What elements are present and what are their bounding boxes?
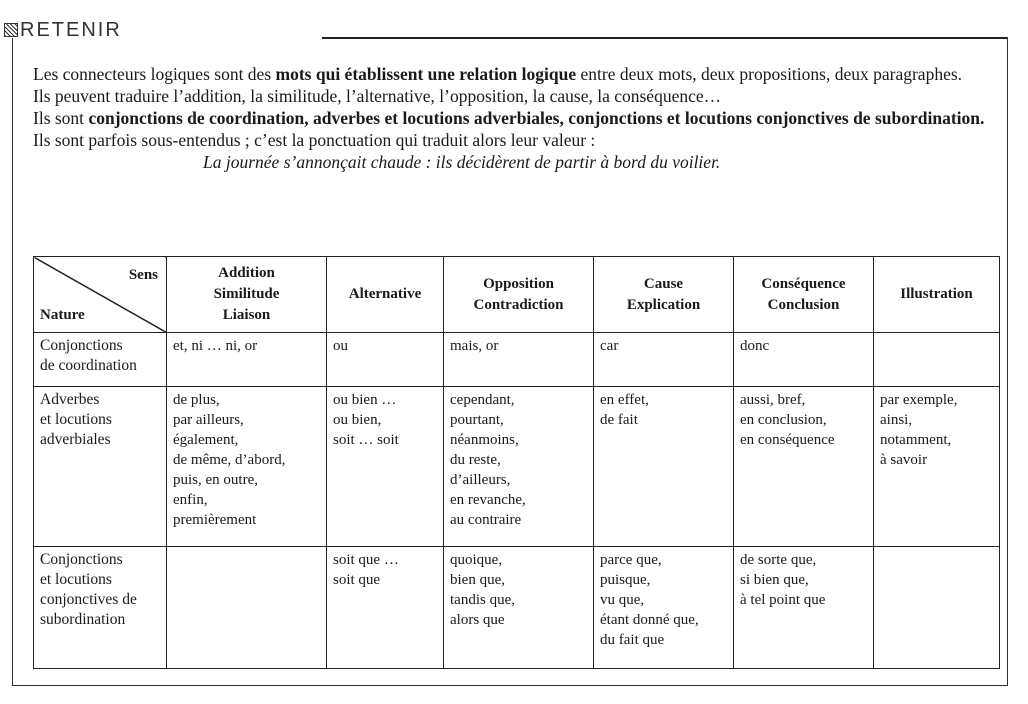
intro-paragraph-1 [33, 63, 997, 85]
table-cell [167, 333, 327, 387]
table-cell [734, 387, 874, 547]
cell-text: tandis que, [450, 592, 515, 608]
cell-text: néanmoins, [450, 432, 519, 448]
cell-text: de fait [600, 412, 638, 428]
cell-text: d’ailleurs, [450, 472, 511, 488]
column-header [167, 257, 327, 333]
cell-text: notamment, [880, 432, 952, 448]
table-cell [874, 387, 1000, 547]
cell-text: en conséquence [740, 432, 835, 448]
nature-label: Nature [40, 307, 85, 323]
table-row [34, 333, 1000, 387]
intro-p1-end: entre deux mots, deux propositions, deux paragraphes. [576, 64, 963, 84]
intro-text [33, 63, 997, 173]
header-row [34, 257, 1000, 333]
connectors-table [33, 256, 1000, 669]
table-row [34, 547, 1000, 669]
table-cell [444, 547, 594, 669]
table-row [34, 387, 1000, 547]
table-cell [444, 387, 594, 547]
table-cell [327, 333, 444, 387]
cell-text: et locutions [40, 411, 112, 428]
cell-text: vu que, [600, 592, 645, 608]
cell-text: en revanche, [450, 492, 526, 508]
table-cell [167, 387, 327, 547]
intro-paragraph-2: Ils peuvent traduire l’addition, la similitude, l’alternative, l’opposition, la cause, la conséquence… [33, 86, 722, 106]
column-header [734, 257, 874, 333]
cell-text: de coordination [40, 357, 137, 374]
cell-text: à savoir [880, 452, 928, 468]
cell-text: premièrement [173, 512, 257, 528]
cell-text: Conséquence [761, 275, 846, 292]
cell-text: parce que, [600, 552, 662, 568]
corner-cell [34, 257, 167, 333]
cell-text: pourtant, [450, 412, 504, 428]
column-header [594, 257, 734, 333]
cell-text: ainsi, [880, 412, 913, 428]
intro-paragraph-3 [33, 107, 997, 129]
cell-text: mais, or [450, 338, 499, 354]
sens-label: Sens [128, 267, 158, 283]
cell-text: du fait que [600, 632, 665, 648]
cell-text: conjonctives de [40, 591, 137, 608]
cell-text: soit … soit [333, 432, 399, 448]
cell-text: aussi, bref, [740, 392, 806, 408]
cell-text: et locutions [40, 571, 112, 588]
table-cell [444, 333, 594, 387]
table-cell [327, 547, 444, 669]
column-header [327, 257, 444, 333]
cell-text: Conjonctions [40, 337, 123, 354]
cell-text: et, ni … ni, or [173, 338, 258, 354]
table-cell [734, 333, 874, 387]
cell-text: ou bien … [333, 392, 397, 408]
cell-text: Addition [218, 265, 275, 281]
cell-text: subordination [40, 611, 126, 628]
cell-text: en conclusion, [740, 412, 827, 428]
example-sentence: La journée s’annonçait chaude : ils décidèrent de partir à bord du voilier. [203, 152, 721, 172]
cell-text: du reste, [450, 452, 501, 468]
cell-text: également, [173, 432, 239, 448]
table-cell [594, 547, 734, 669]
cell-text: par exemple, [880, 392, 958, 408]
section-title: RETENIR [20, 18, 122, 41]
cell-text: soit que [333, 572, 381, 588]
cell-text: en effet, [600, 392, 649, 408]
column-header [874, 257, 1000, 333]
cell-text: car [600, 338, 619, 354]
table-cell [167, 547, 327, 669]
cell-text: alors que [450, 612, 505, 628]
table-cell [594, 387, 734, 547]
cell-text: soit que … [333, 552, 399, 568]
cell-text: ou bien, [333, 412, 382, 428]
cell-text: donc [740, 338, 770, 354]
cell-text: Liaison [222, 307, 271, 323]
cell-text: quoique, [450, 552, 503, 568]
cell-text: Similitude [213, 286, 280, 302]
table-cell [734, 547, 874, 669]
cell-text: bien que, [450, 572, 505, 588]
cell-text: Conjonctions [40, 551, 123, 568]
table-cell [594, 333, 734, 387]
intro-p1-start: Les connecteurs logiques sont des [33, 64, 276, 84]
cell-text: enfin, [173, 492, 208, 508]
cell-text: Opposition [483, 275, 554, 292]
table-cell [874, 547, 1000, 669]
row-header [34, 387, 167, 547]
cell-text: Cause [643, 275, 684, 292]
intro-paragraph-4: Ils sont parfois sous-entendus ; c’est la ponctuation qui traduit alors leur valeur : [33, 130, 596, 150]
intro-p1-bold: mots qui établissent une relation logique [275, 64, 577, 84]
cell-text: Conclusion [767, 296, 840, 313]
cell-text: Illustration [900, 286, 973, 302]
table-cell [327, 387, 444, 547]
intro-p3-start: Ils sont [33, 108, 89, 128]
cell-text: de sorte que, [740, 552, 817, 568]
cell-text: Adverbes [40, 391, 100, 408]
cell-text: Explication [626, 296, 701, 313]
cell-text: si bien que, [740, 572, 809, 588]
cell-text: puisque, [600, 572, 651, 588]
cell-text: puis, en outre, [173, 472, 258, 488]
cell-text: au contraire [450, 512, 522, 528]
cell-text: étant donné que, [600, 612, 699, 628]
cell-text: adverbiales [40, 431, 111, 448]
intro-p3-bold: conjonctions de coordination, adverbes et locutions adverbiales, conjonctions et locutions conjonctives de subordination. [88, 108, 985, 128]
cell-text: à tel point que [740, 592, 826, 608]
column-header [444, 257, 594, 333]
cell-text: de même, d’abord, [173, 452, 286, 468]
cell-text: Contradiction [473, 296, 564, 313]
stamp-icon [4, 23, 18, 37]
cell-text: cependant, [450, 392, 515, 408]
cell-text: de plus, [173, 392, 220, 408]
table-cell [874, 333, 1000, 387]
cell-text: ou [333, 338, 348, 354]
cell-text: Alternative [348, 286, 422, 302]
row-header [34, 333, 167, 387]
row-header [34, 547, 167, 669]
cell-text: par ailleurs, [173, 412, 244, 428]
